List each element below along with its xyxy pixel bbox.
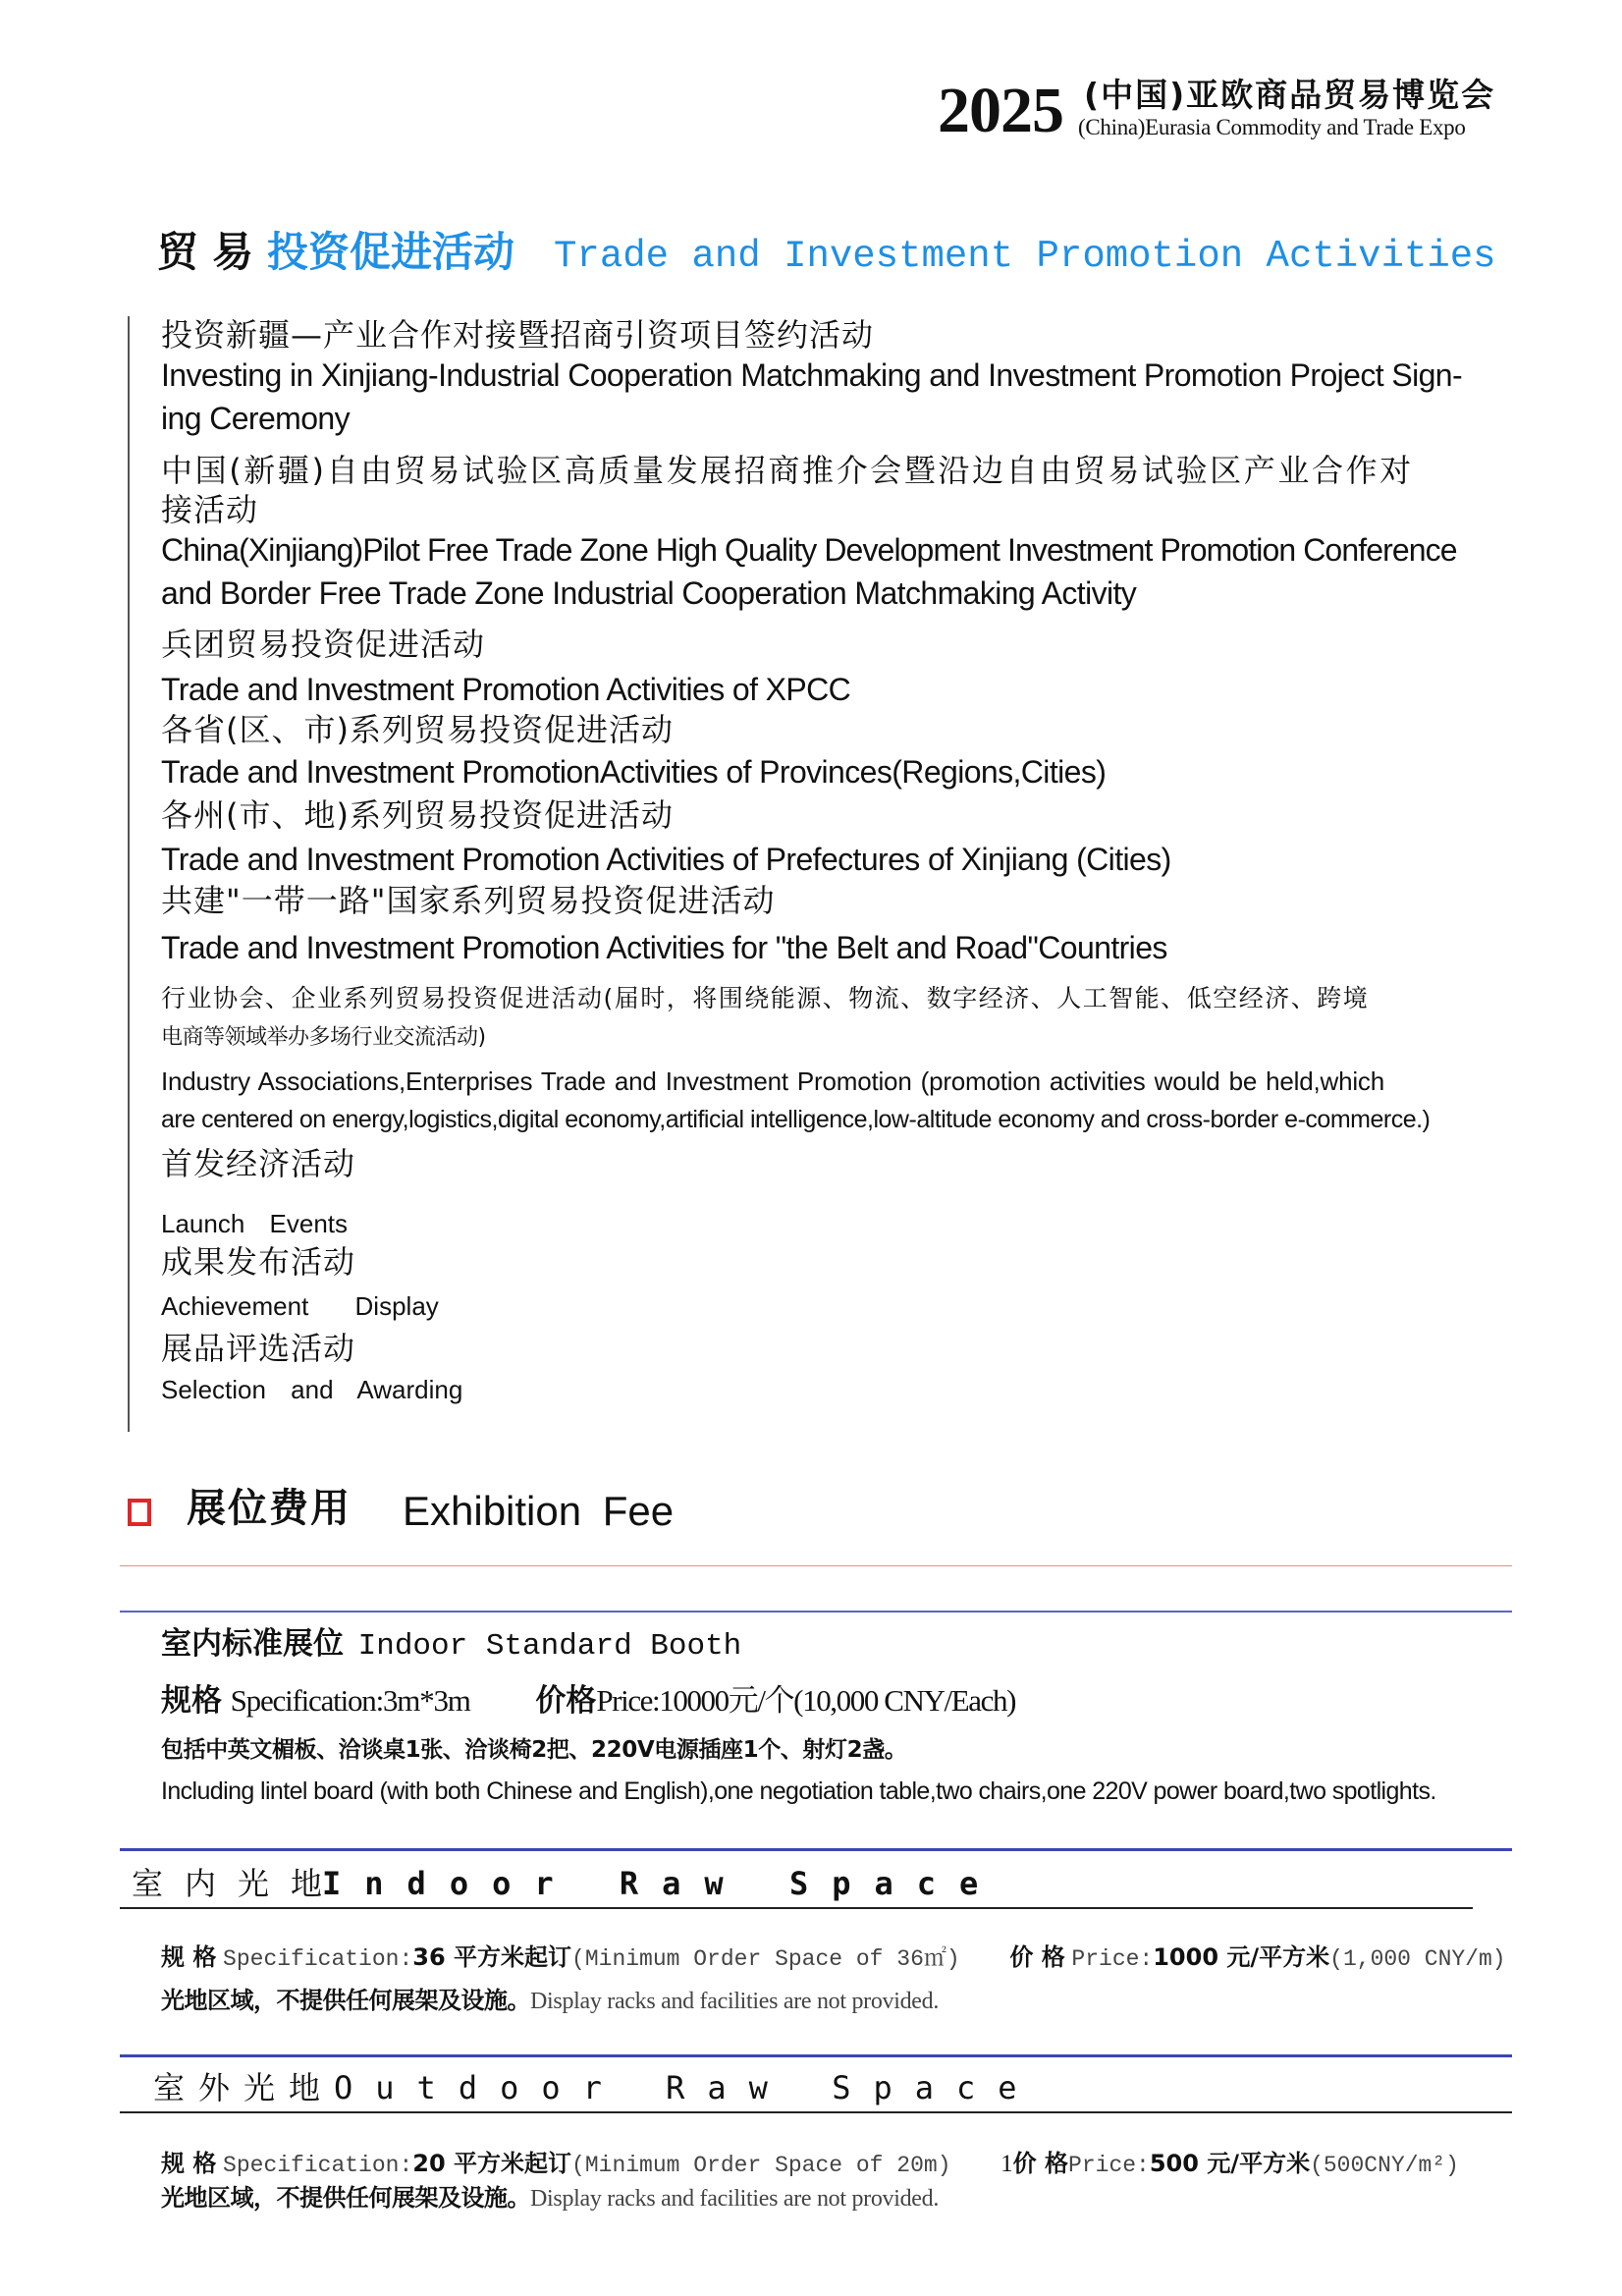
activity-line: Trade and Investment Promotion Activities for "the Belt and Road"Countries bbox=[161, 930, 1167, 965]
price-prefix: Price: bbox=[1068, 2153, 1150, 2178]
underline bbox=[120, 2111, 1512, 2113]
activity-line: Selection and Awarding bbox=[161, 1375, 463, 1404]
activity-line: Trade and Investment PromotionActivities of Provinces(Regions,Cities) bbox=[161, 754, 1107, 790]
spec-prefix: Specification: bbox=[223, 1946, 413, 1972]
spec-label: 规 格 bbox=[161, 2150, 217, 2177]
activity-line: 各省(区、市)系列贸易投资促进活动 bbox=[161, 711, 674, 748]
price-prefix: Price: bbox=[1071, 1946, 1154, 1972]
activity-line: China(Xinjiang)Pilot Free Trade Zone High Quality Development Investment Promotion Conference bbox=[161, 532, 1457, 568]
indoor-raw-title-cn: 室内光地 bbox=[132, 1865, 345, 1902]
expo-year: 2025 bbox=[938, 75, 1063, 146]
activity-line: Trade and Investment Promotion Activities of Prefectures of Xinjiang (Cities) bbox=[161, 842, 1171, 877]
price-prefix-num: 1 bbox=[1000, 2151, 1013, 2177]
spec-value: Specification:3m*3m bbox=[230, 1683, 470, 1718]
expo-title-cn: (中国)亚欧商品贸易博览会 bbox=[1084, 76, 1496, 114]
note-en: Display racks and facilities are not provided. bbox=[530, 1989, 940, 2014]
indoor-standard-includes-cn: 包括中英文楣板、洽谈桌1张、洽谈椅2把、220V电源插座1个、射灯2盏。 bbox=[161, 1737, 907, 1763]
activity-line: and Border Free Trade Zone Industrial Cooperation Matchmaking Activity bbox=[161, 575, 1137, 611]
activities-section-title bbox=[157, 228, 1496, 278]
indoor-standard-title-cn: 室内标准展位 bbox=[161, 1626, 344, 1662]
spec-min: 20 平方米起订 bbox=[412, 2150, 572, 2177]
indoor-standard-title-en: Indoor Standard Booth bbox=[357, 1629, 742, 1664]
divider-blue bbox=[120, 1611, 1512, 1613]
price-note: (500CNY/m²) bbox=[1310, 2153, 1459, 2178]
activities-title-en: Trade and Investment Promotion Activities bbox=[554, 235, 1496, 278]
activity-line: Industry Associations,Enterprises Trade and Investment Promotion (promotion activities would be held,which bbox=[161, 1066, 1384, 1096]
indoor-raw-title-en: Indoor Raw Space bbox=[322, 1865, 1002, 1902]
fee-title-en: Exhibition Fee bbox=[403, 1488, 675, 1534]
spec-min: 36 平方米起订 bbox=[412, 1943, 572, 1971]
spec-prefix: Specification: bbox=[223, 2153, 413, 2178]
outdoor-raw-title-en: Outdoor Raw Space bbox=[334, 2069, 1040, 2106]
price-label: 价 格 bbox=[1009, 1943, 1065, 1971]
activity-line: 各州(市、地)系列贸易投资促进活动 bbox=[161, 796, 674, 834]
activity-line: Launch Events bbox=[161, 1209, 349, 1238]
indoor-raw-title bbox=[132, 1865, 1001, 1902]
indoor-standard-includes-en: Including lintel board (with both Chinese and English),one negotiation table,two chairs,one 220V power board,two spotlights. bbox=[161, 1777, 1436, 1805]
price-value: 500 元/平方米 bbox=[1149, 2150, 1311, 2177]
price-value: 1000 元/平方米 bbox=[1153, 1943, 1330, 1971]
activity-line: 行业协会、企业系列贸易投资促进活动(届时，将围绕能源、物流、数字经济、人工智能、低空经济、跨境 bbox=[161, 984, 1370, 1012]
divider-blue bbox=[120, 1848, 1512, 1851]
spec-note: (Minimum Order Space of 36㎡) bbox=[571, 1946, 960, 1972]
price-label: 价格 bbox=[535, 1683, 597, 1719]
indoor-raw-note bbox=[161, 1987, 939, 2016]
indoor-standard-title bbox=[161, 1625, 741, 1665]
activity-line: 成果发布活动 bbox=[161, 1243, 356, 1281]
activity-line: Investing in Xinjiang-Industrial Cooperation Matchmaking and Investment Promotion Project Sign- bbox=[161, 357, 1463, 393]
activities-title-cn-b: 投资促进活动 bbox=[267, 228, 515, 276]
activities-title-cn-a: 贸易 bbox=[157, 228, 268, 276]
outdoor-raw-note bbox=[161, 2184, 939, 2214]
square-bullet-icon bbox=[128, 1499, 151, 1526]
activity-line: 展品评选活动 bbox=[161, 1330, 356, 1367]
outdoor-raw-title bbox=[153, 2069, 1040, 2106]
activity-line: 共建"一带一路"国家系列贸易投资促进活动 bbox=[161, 882, 776, 919]
price-value: Price:10000元/个(10,000 CNY/Each) bbox=[596, 1683, 1016, 1718]
activity-line: 首发经济活动 bbox=[161, 1145, 356, 1182]
underline bbox=[120, 1907, 1473, 1909]
price-label: 价 格 bbox=[1012, 2150, 1069, 2177]
activity-line: ing Ceremony bbox=[161, 401, 351, 436]
activity-list-bar bbox=[128, 316, 130, 1432]
indoor-raw-spec-row bbox=[161, 1943, 1506, 1974]
note-cn: 光地区域，不提供任何展架及设施。 bbox=[161, 1987, 530, 2014]
expo-title-en: (China)Eurasia Commodity and Trade Expo bbox=[1078, 115, 1466, 139]
activity-line: 投资新疆—产业合作对接暨招商引资项目签约活动 bbox=[161, 316, 875, 354]
indoor-standard-spec-row bbox=[161, 1682, 1015, 1720]
note-en: Display racks and facilities are not provided. bbox=[530, 2186, 940, 2212]
activity-line: are centered on energy,logistics,digital economy,artificial intelligence,low-altitude economy and cross-border e-commerce.) bbox=[161, 1106, 1431, 1133]
activity-line: 中国(新疆)自由贸易试验区高质量发展招商推介会暨沿边自由贸易试验区产业合作对 bbox=[161, 452, 1414, 489]
activity-line: 电商等领域举办多场行业交流活动) bbox=[161, 1025, 486, 1050]
spec-note: (Minimum Order Space of 20m) bbox=[571, 2153, 951, 2178]
spec-label: 规格 bbox=[161, 1683, 222, 1719]
price-note: (1,000 CNY/m) bbox=[1329, 1946, 1506, 1972]
activity-line: Achievement Display bbox=[161, 1291, 439, 1321]
note-cn: 光地区域，不提供任何展架及设施。 bbox=[161, 2184, 530, 2212]
outdoor-raw-spec-row bbox=[161, 2150, 1459, 2180]
activity-line: 接活动 bbox=[161, 491, 259, 528]
fee-title-cn: 展位费用 bbox=[187, 1486, 351, 1531]
activity-line: Trade and Investment Promotion Activities of XPCC bbox=[161, 672, 851, 707]
divider-red bbox=[120, 1565, 1512, 1566]
divider-blue bbox=[120, 2054, 1512, 2057]
outdoor-raw-title-cn: 室外光地 bbox=[153, 2069, 335, 2106]
activity-line: 兵团贸易投资促进活动 bbox=[161, 626, 486, 663]
spec-label: 规 格 bbox=[161, 1943, 217, 1971]
